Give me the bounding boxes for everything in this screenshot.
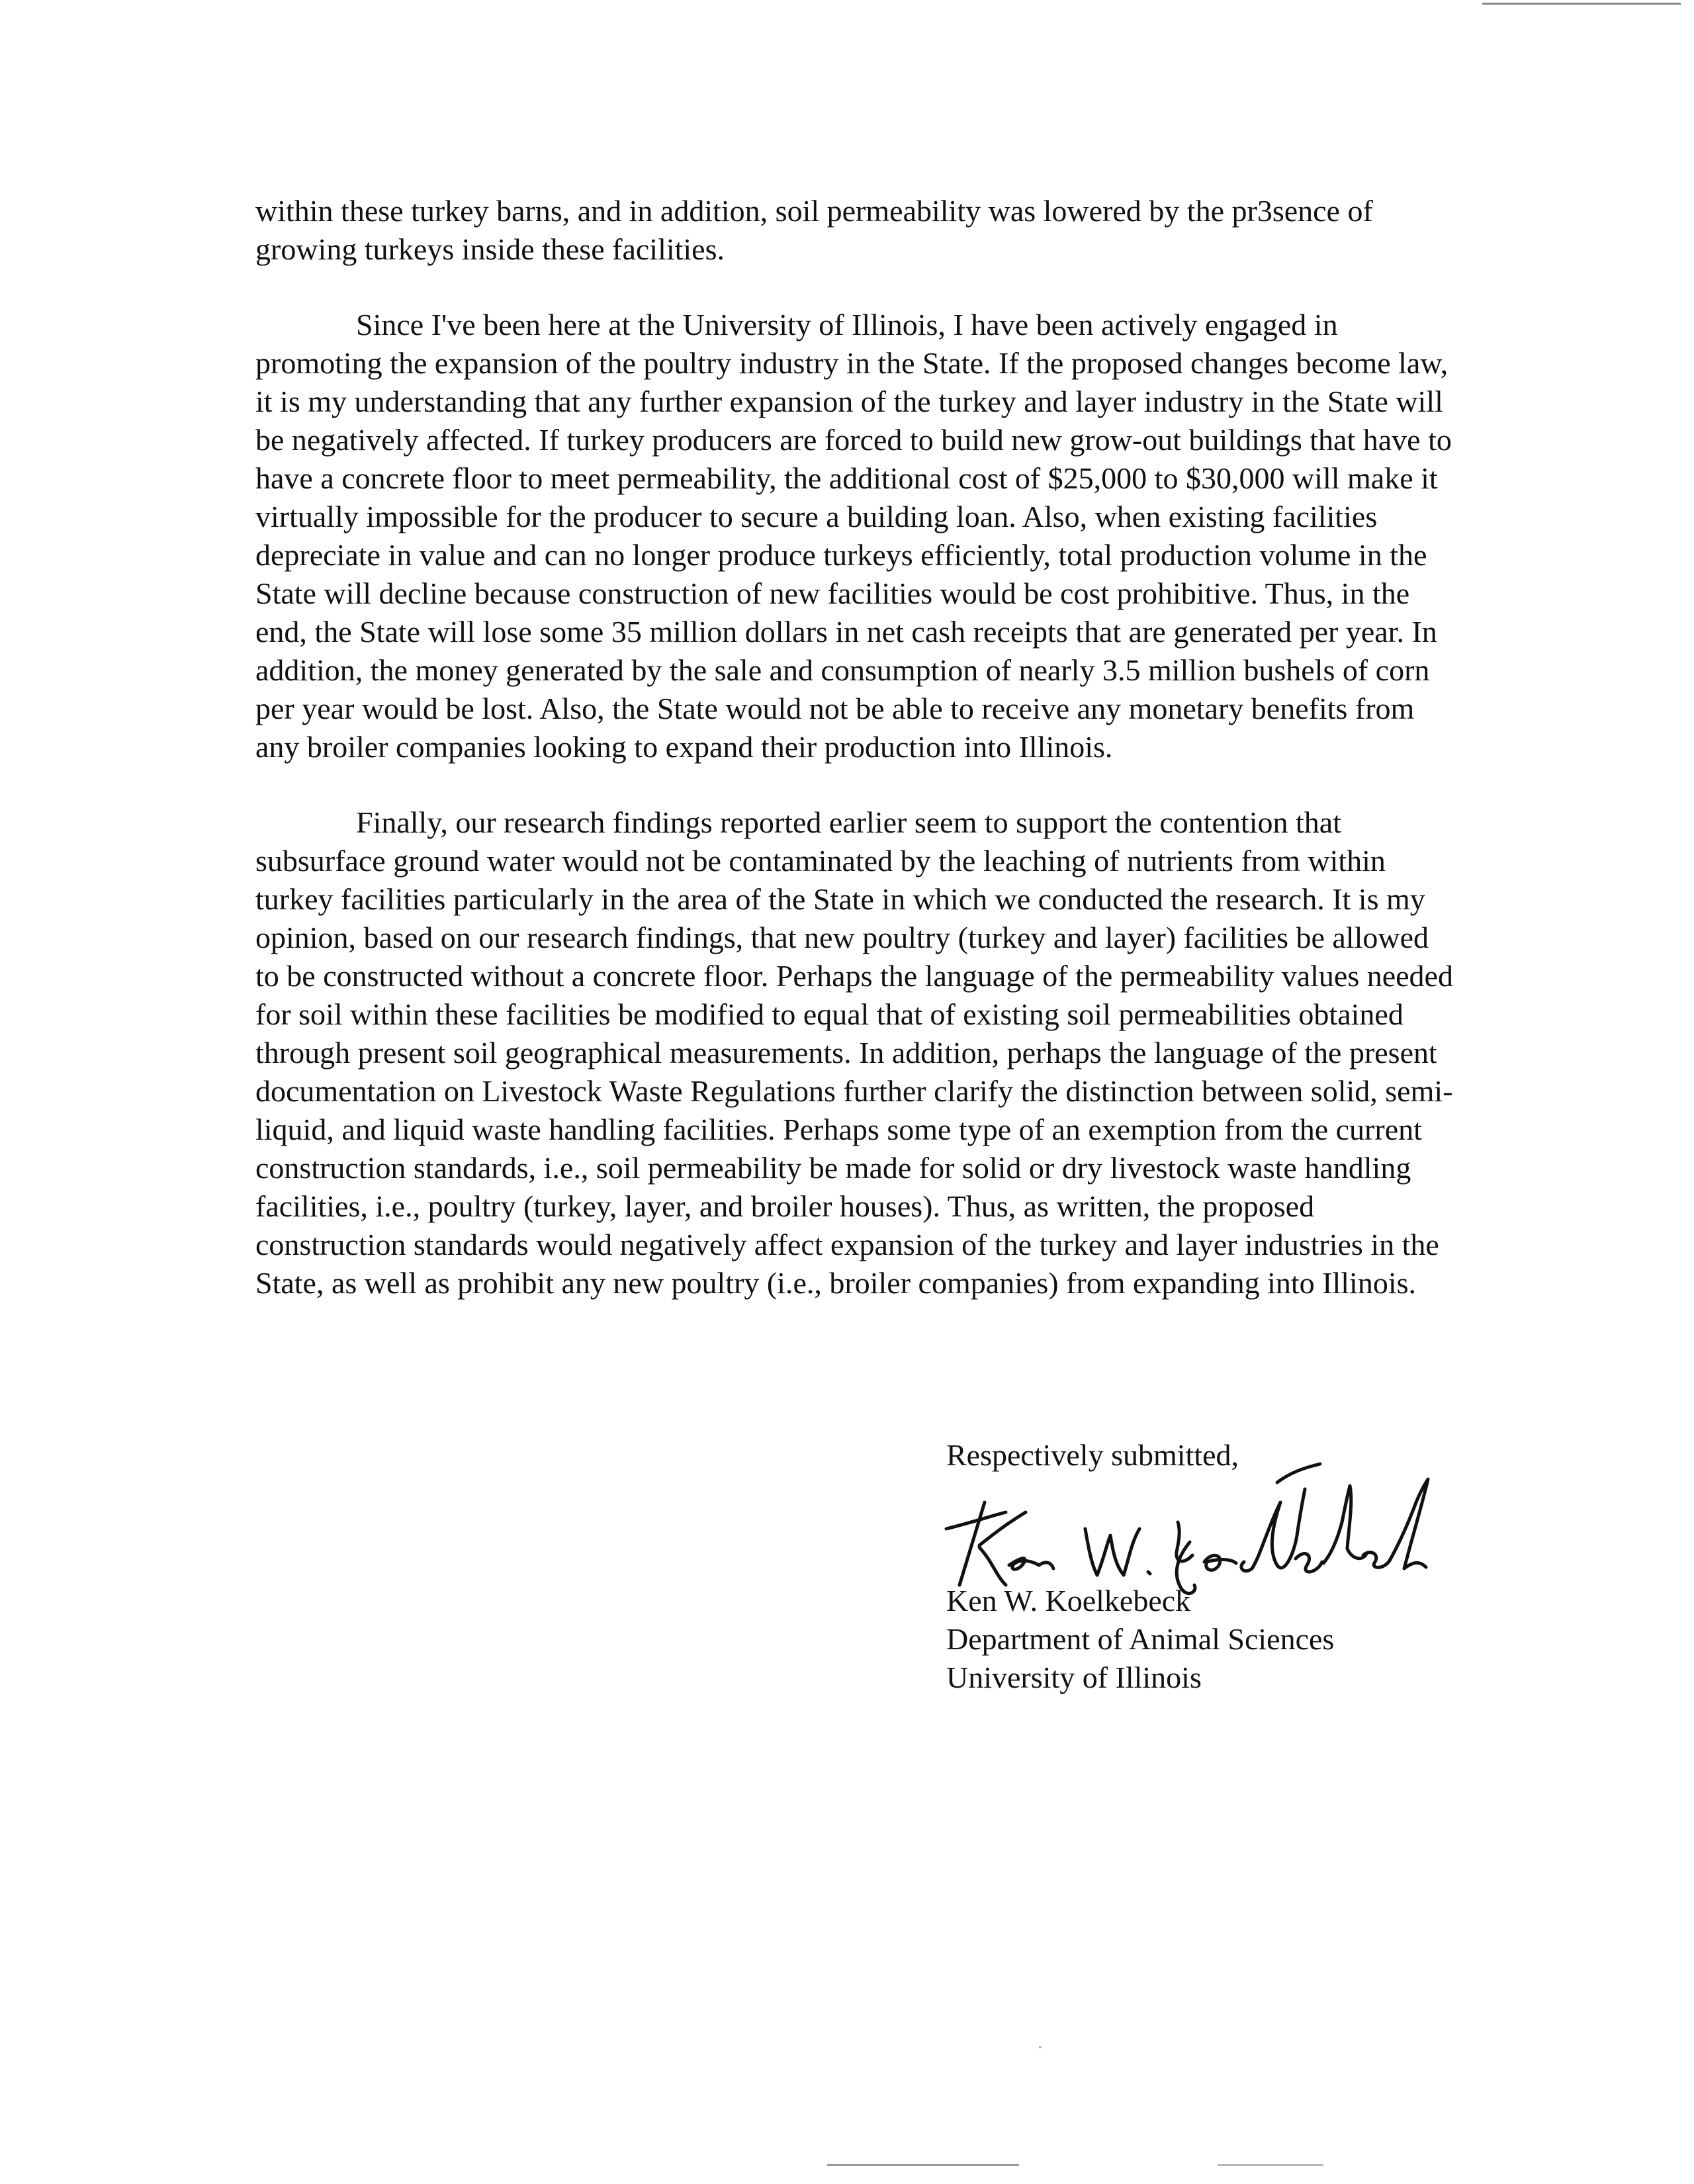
signatory-department: Department of Animal Sciences [946,1622,1335,1656]
letter-body [255,192,1453,1340]
signatory-details [946,1582,1334,1697]
scan-artifact [1482,3,1681,5]
signatory-institution: University of Illinois [946,1661,1202,1694]
signature-block [946,1436,1608,1694]
paragraph-industry-impact: Since I've been here at the University of Illinois, I have been actively engaged in promoting the expansion of the poultry industry in the State. If the proposed changes become law, it is my understanding that any further expansion of the turkey and layer industry in the State will be negatively affected. If turkey producers are forced to build new grow-out buildings that have to have a concrete floor to meet permeability, the additional cost of $25,000 to $30,000 will make it virtually impossible for the producer to secure a building loan. Also, when existing facilities depreciate in value and can no longer produce turkeys efficiently, total production volume in the State will decline because construction of new facilities would be cost prohibitive. Thus, in the end, the State will lose some 35 million dollars in net cash receipts that are generated per year. In addition, the money generated by the sale and consumption of nearly 3.5 million bushels of corn per year would be lost. Also, the State would not be able to receive any monetary benefits from any broiler companies looking to expand their production into Illinois. [255,308,1452,764]
closing-line: Respectively submitted, [946,1438,1239,1472]
scan-artifact [827,2164,1019,2166]
paragraph-continuation: within these turkey barns, and in addition, soil permeability was lowered by the pr3sence of growing turkeys inside these facilities. [255,194,1373,266]
scan-artifact [1218,2164,1323,2166]
paragraph-recommendation: Finally, our research findings reported earlier seem to support the contention that subsurface ground water would not be contaminated by the leaching of nutrients from within turkey facilities particularly in the area of the State in which we conducted the research. It is my opinion, based on our research findings, that new poultry (turkey and layer) facilities be allowed to be constructed without a concrete floor. Perhaps the language of the permeability values needed for soil within these facilities be modified to equal that of existing soil permeabilities obtained through present soil geographical measurements. In addition, perhaps the language of the present documentation on Livestock Waste Regulations further clarify the distinction between solid, semi-liquid, and liquid waste handling facilities. Perhaps some type of an exemption from the current construction standards, i.e., soil permeability be made for solid or dry livestock waste handling facilities, i.e., poultry (turkey, layer, and broiler houses). Thus, as written, the proposed construction standards would negatively affect expansion of the turkey and layer industries in the State, as well as prohibit any new poultry (i.e., broiler companies) from expanding into Illinois. [255,805,1453,1300]
signatory-name: Ken W. Koelkebeck [946,1584,1191,1617]
scan-artifact [1039,2046,1042,2048]
